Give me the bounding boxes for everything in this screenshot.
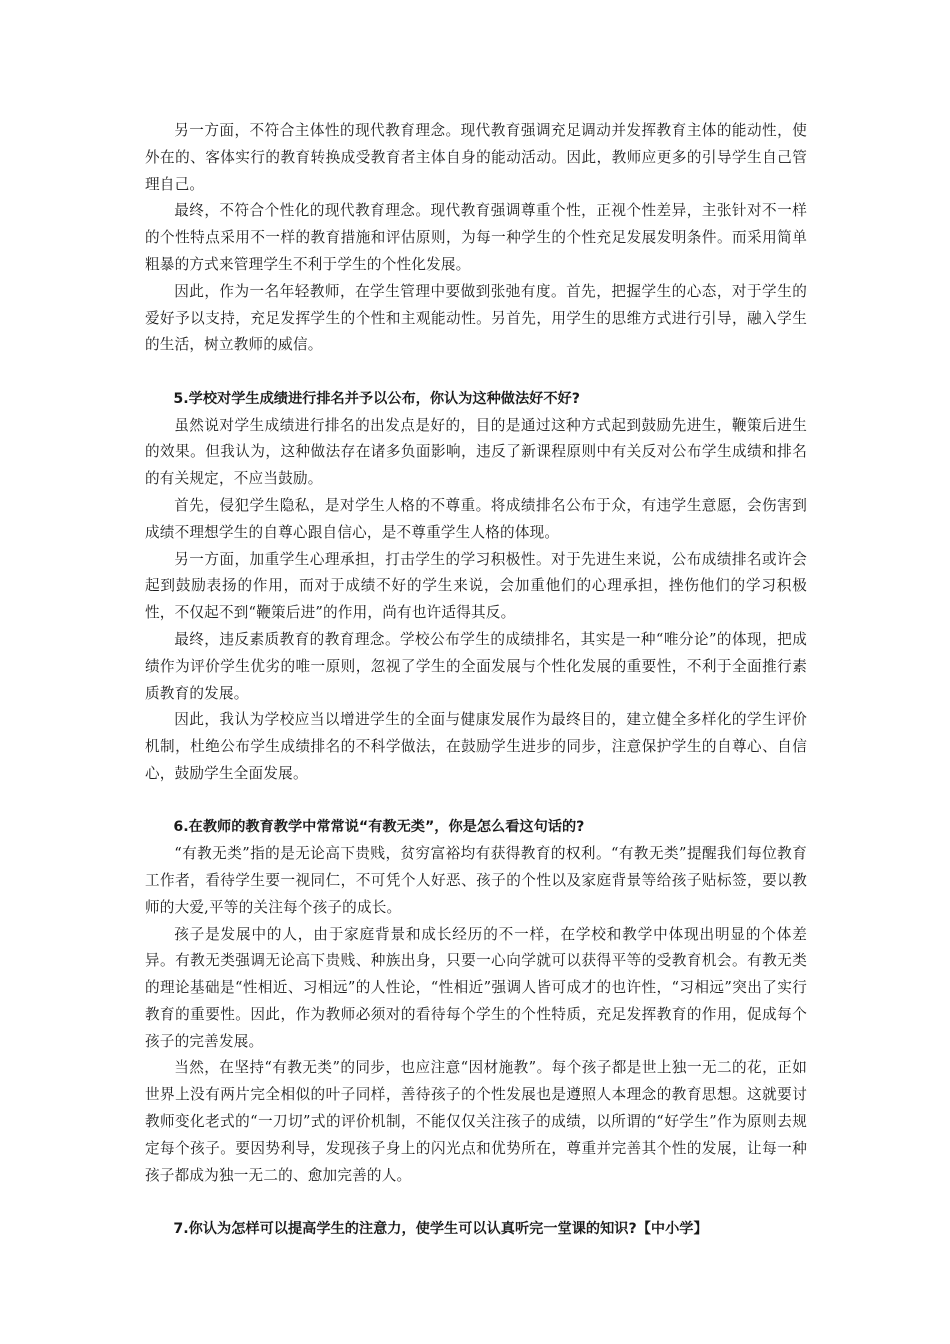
section-gap: [145, 788, 807, 815]
paragraph: “有教无类”指的是无论高下贵贱，贫穷富裕均有获得教育的权利。“有教无类”提醒我们每位教育工作者，看待学生要一视同仁，不可凭个人好恶、孩子的个性以及家庭背景等给孩子贴标签，要以教师的大爱,平等的关注每个孩子的成长。: [145, 845, 807, 916]
section-gap: [145, 1189, 807, 1216]
paragraph: 最终，违反素质教育的教育理念。学校公布学生的成绩排名，其实是一种“唯分论”的体现，把成绩作为评价学生优劣的唯一原则，忽视了学生的全面发展与个性化发展的重要性，不利于全面推行素质教育的发展。: [145, 630, 807, 702]
paragraph: 最终，不符合个性化的现代教育理念。现代教育强调尊重个性，正视个性差异，主张针对不一样的个性特点采用不一样的教育措施和评估原则，为每一种学生的个性充足发展发明条件。而采用简单粗暴的方式来管理学生不利于学生的个性化发展。: [145, 202, 807, 273]
paragraph: 因此，作为一名年轻教师，在学生管理中要做到张弛有度。首先，把握学生的心态，对于学生的爱好予以支持，充足发挥学生的个性和主观能动性。另首先，用学生的思维方式进行引导，融入学生的生活，树立教师的威信。: [145, 282, 807, 354]
paragraph: 另一方面，加重学生心理承担，打击学生的学习积极性。对于先进生来说，公布成绩排名或许会起到鼓励表扬的作用，而对于成绩不好的学生来说，会加重他们的心理承担，挫伤他们的学习积极性，不仅起不到“鞭策后进”的作用，尚有也许适得其反。: [145, 550, 807, 622]
question-heading-6: 6.在教师的教育教学中常常说“有教无类”，你是怎么看这句话的?: [173, 819, 585, 836]
paragraph: 另一方面，不符合主体性的现代教育理念。现代教育强调充足调动并发挥教育主体的能动性，使外在的、客体实行的教育转换成受教育者主体自身的能动活动。因此，教师应更多的引导学生自己管理自己。: [145, 122, 807, 193]
section-gap: [145, 359, 807, 386]
paragraph: 孩子是发展中的人，由于家庭背景和成长经历的不一样，在学校和教学中体现出明显的个体差异。有教无类强调无论高下贵贱、种族出身，只要一心向学就可以获得平等的受教育机会。有教无类的理论基础是“性相近、习相远”的人性论，“性相近”强调人皆可成才的也许性，“习相远”突出了实行教育的重要性。因此，作为教师必须对的看待每个学生的个性特质，充足发挥教育的作用，促成每个孩子的完善发展。: [145, 925, 807, 1050]
question-heading-5: 5.学校对学生成绩进行排名并予以公布，你认为这种做法好不好?: [173, 390, 580, 407]
document-page: [145, 118, 807, 1243]
paragraph: 当然，在坚持“有教无类”的同步，也应注意“因材施教”。每个孩子都是世上独一无二的花，正如世界上没有两片完全相似的叶子同样，善待孩子的个性发展也是遵照人本理念的教育思想。这就要讨教师变化老式的“一刀切”式的评价机制，不能仅仅关注孩子的成绩，以所谓的“好学生”作为原则去规定每个孩子。要因势利导，发现孩子身上的闪光点和优势所在，尊重并完善其个性的发展，让每一种孩子都成为独一无二的、愈加完善的人。: [145, 1059, 807, 1184]
paragraph: 首先，侵犯学生隐私，是对学生人格的不尊重。将成绩排名公布于众，有违学生意愿，会伤害到成绩不理想学生的自尊心跟自信心，是不尊重学生人格的体现。: [145, 496, 807, 541]
question-heading-7: 7.你认为怎样可以提高学生的注意力，使学生可以认真听完一堂课的知识?【中小学】: [173, 1221, 708, 1238]
paragraph: 因此，我认为学校应当以增进学生的全面与健康发展作为最终目的，建立健全多样化的学生评价机制，杜绝公布学生成绩排名的不科学做法，在鼓励学生进步的同步，注意保护学生的自尊心、自信心，鼓励学生全面发展。: [145, 711, 807, 782]
paragraph: 虽然说对学生成绩进行排名的出发点是好的，目的是通过这种方式起到鼓励先进生，鞭策后进生的效果。但我认为，这种做法存在诸多负面影响，违反了新课程原则中有关反对公布学生成绩和排名的有关规定，不应当鼓励。: [145, 416, 807, 488]
